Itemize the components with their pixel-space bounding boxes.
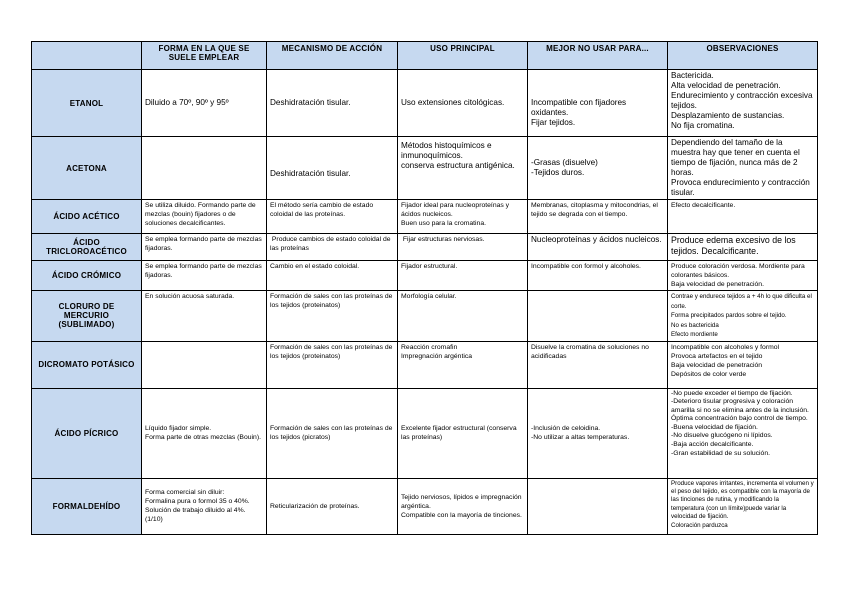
cell-line: Formación de sales con las proteínas de los tejidos (picratos) — [270, 425, 395, 441]
cell-observaciones — [668, 70, 818, 137]
cell-line: Produce vapores irritantes, incrementa el volumen y el peso del tejido, es compatible con la mayoría de las tinciones de rutina, y modificando la temperatura (con un límite)puede variar la velocidad de fijación. — [671, 479, 816, 521]
cell-line: Deshidratación tisular. — [270, 169, 351, 178]
cell-line: Impregnación argéntica — [401, 352, 473, 360]
cell-mecanismo — [267, 341, 398, 388]
cell-line: Se emplea formando parte de mezclas fijadoras. — [145, 236, 264, 252]
cell-line: -Tejidos duros. — [531, 168, 585, 177]
cell-no-usar — [528, 291, 668, 342]
cell-line: -Deterioro tisular progresiva y coloración amarilla si no se elimina antes de la inclusión. — [671, 398, 809, 414]
cell-line: Formación de sales con las proteínas de los tejidos (proteinatos) — [270, 343, 395, 360]
cell-line: Produce edema excesivo de los tejidos. Decalcificante. — [671, 235, 799, 256]
cell-line: Desplazamiento de sustancias. — [671, 111, 785, 120]
cell-line: Fijador ideal para nucleoproteínas y ácidos nucleicos. — [401, 202, 511, 218]
cell-observaciones — [668, 291, 818, 342]
cell-mecanismo — [267, 200, 398, 234]
row-name: CLORURO DE MERCURIO (SUBLIMADO) — [32, 291, 142, 342]
cell-line: Reticularización de proteínas. — [270, 502, 360, 510]
fixatives-table — [31, 41, 818, 535]
cell-forma — [142, 341, 267, 388]
cell-line: conserva estructura antigénica. — [401, 161, 515, 170]
cell-no-usar — [528, 70, 668, 137]
cell-uso — [398, 70, 528, 137]
cell-line: Membranas, citoplasma y mitocondrias, el tejido se degrada con el tiempo. — [531, 202, 660, 218]
cell-uso — [398, 388, 528, 478]
cell-line: Formación de sales con las proteínas de los tejidos (proteinatos) — [270, 293, 395, 309]
cell-uso — [398, 234, 528, 261]
cell-line: Incompatible con formol y alcoholes. — [531, 263, 641, 270]
cell-observaciones — [668, 388, 818, 478]
row-name: FORMALDEHÍDO — [32, 478, 142, 534]
cell-line: Provoca endurecimiento y contracción tisular. — [671, 178, 813, 197]
cell-line: Óptima concentración bajo control de tiempo. — [671, 415, 808, 423]
cell-line: Efecto decalcificante. — [671, 202, 736, 209]
cell-line: Incompatible con alcoholes y formol — [671, 343, 780, 351]
table-row — [32, 261, 818, 291]
cell-line: Métodos histoquímicos e inmunoquímicos. — [401, 141, 494, 160]
table-row — [32, 137, 818, 200]
cell-line: Efecto mordiente — [671, 331, 718, 338]
cell-line: Compatible con la mayoría de tinciones. — [401, 511, 522, 519]
cell-line: Se utiliza diluido. Formando parte de mezclas (bouin) fijadores o de soluciones decalcificantes. — [145, 202, 258, 227]
row-name: ACETONA — [32, 137, 142, 200]
table-row — [32, 234, 818, 261]
cell-line: Formalina pura o formol 35 o 40%. — [145, 498, 250, 505]
header-mecanismo: MECANISMO DE ACCIÓN — [267, 42, 398, 70]
cell-line: -Grasas (disuelve) — [531, 158, 598, 167]
cell-line: Excelente fijador estructural (conserva las proteínas) — [401, 425, 519, 441]
cell-line: Reacción cromafin — [401, 343, 458, 351]
cell-observaciones — [668, 137, 818, 200]
cell-line: Coloración parduzca — [671, 521, 728, 529]
cell-line: Fijar tejidos. — [531, 118, 576, 127]
cell-line: Forma parte de otras mezclas (Bouin). — [145, 434, 261, 441]
cell-line: Alta velocidad de penetración. — [671, 81, 781, 90]
cell-line: Líquido fijador simple. — [145, 425, 212, 432]
cell-mecanismo — [267, 478, 398, 534]
cell-forma — [142, 261, 267, 291]
cell-line: Bactericida. — [671, 71, 714, 80]
table-row — [32, 291, 818, 342]
cell-forma — [142, 137, 267, 200]
table-row — [32, 388, 818, 478]
cell-line: Cambio en el estado coloidal. — [270, 263, 360, 270]
header-row — [32, 42, 818, 70]
cell-mecanismo — [267, 234, 398, 261]
cell-line: Endurecimiento y contracción excesiva tejidos. — [671, 91, 815, 110]
header-uso: USO PRINCIPAL — [398, 42, 528, 70]
cell-line: El método sería cambio de estado coloidal de las proteínas. — [270, 202, 376, 218]
cell-line: En solución acuosa saturada. — [145, 293, 235, 300]
cell-mecanismo — [267, 70, 398, 137]
cell-line: Provoca artefactos en el tejido — [671, 352, 763, 360]
cell-forma — [142, 291, 267, 342]
header-no-usar: MEJOR NO USAR PARA... — [528, 42, 668, 70]
cell-line: Fijar estructuras nerviosas. — [401, 236, 485, 243]
cell-forma — [142, 388, 267, 478]
cell-line: -Gran estabilidad de su solución. — [671, 449, 770, 457]
cell-no-usar — [528, 234, 668, 261]
cell-mecanismo — [267, 137, 398, 200]
cell-no-usar — [528, 388, 668, 478]
cell-line: Depósitos de color verde — [671, 370, 747, 378]
cell-line: Se emplea formando parte de mezclas fijadoras. — [145, 263, 264, 279]
cell-uso — [398, 261, 528, 291]
table-row — [32, 200, 818, 234]
cell-observaciones — [668, 478, 818, 534]
header-observaciones: OBSERVACIONES — [668, 42, 818, 70]
cell-no-usar — [528, 478, 668, 534]
cell-mecanismo — [267, 291, 398, 342]
cell-line: Fijador estructural. — [401, 263, 458, 270]
table-row — [32, 478, 818, 534]
cell-line: Baja velocidad de penetración. — [671, 281, 764, 288]
cell-line: -Inclusión de celoidina. — [531, 425, 601, 432]
cell-line: Tejido nerviosos, lípidos e impregnación argéntica. — [401, 493, 524, 510]
row-name: ÁCIDO CRÓMICO — [32, 261, 142, 291]
cell-line: No es bactericida — [671, 321, 719, 329]
row-name: DICROMATO POTÁSICO — [32, 341, 142, 388]
cell-line: Uso extensiones citológicas. — [401, 98, 505, 107]
cell-mecanismo — [267, 388, 398, 478]
cell-line: -No puede exceder el tiempo de fijación. — [671, 389, 793, 397]
cell-line: Buen uso para la cromatina. — [401, 220, 487, 227]
cell-no-usar — [528, 261, 668, 291]
row-name: ÁCIDO PÍCRICO — [32, 388, 142, 478]
cell-line: -Baja acción decalcificante. — [671, 441, 754, 449]
cell-observaciones — [668, 234, 818, 261]
cell-line: Disuelve la cromatina de soluciones no acidificadas — [531, 343, 651, 360]
row-name: ÁCIDO TRICLOROACÉTICO — [32, 234, 142, 261]
cell-line: Baja velocidad de penetración — [671, 361, 763, 369]
header-forma: FORMA EN LA QUE SE SUELE EMPLEAR — [142, 42, 267, 70]
cell-uso — [398, 291, 528, 342]
cell-line: No fija cromatina. — [671, 121, 735, 130]
cell-line: -No utilizar a altas temperaturas. — [531, 434, 630, 441]
cell-uso — [398, 478, 528, 534]
cell-forma — [142, 478, 267, 534]
cell-observaciones — [668, 341, 818, 388]
row-name: ÁCIDO ACÉTICO — [32, 200, 142, 234]
cell-observaciones — [668, 261, 818, 291]
cell-line: Dependiendo del tamaño de la muestra hay que tener en cuenta el tiempo de fijación, nunca más de 2 horas. — [671, 138, 803, 177]
cell-line: Deshidratación tisular. — [270, 98, 351, 107]
cell-line: -No disuelve glucógeno ni lípidos. — [671, 432, 773, 440]
cell-line: Incompatible con fijadores oxidantes. — [531, 98, 629, 117]
table-row — [32, 70, 818, 137]
cell-line: Produce cambios de estado coloidal de las proteínas — [270, 236, 393, 252]
cell-line: Morfología celular. — [401, 293, 457, 300]
cell-line: Forma comercial sin diluir: — [145, 489, 225, 496]
cell-line: Nucleoproteínas y ácidos nucleicos. — [531, 235, 662, 244]
cell-no-usar — [528, 341, 668, 388]
cell-uso — [398, 200, 528, 234]
cell-line: Solución de trabajo diluido al 4%. (1/10) — [145, 507, 248, 523]
table-row — [32, 341, 818, 388]
cell-uso — [398, 341, 528, 388]
cell-line: Diluido a 70º, 90º y 95º — [145, 98, 229, 107]
cell-forma — [142, 70, 267, 137]
cell-line: -Buena velocidad de fijación. — [671, 423, 758, 431]
cell-line: Produce coloración verdosa. Mordiente para colorantes básicos. — [671, 263, 807, 279]
cell-forma — [142, 234, 267, 261]
row-name: ETANOL — [32, 70, 142, 137]
header-empty — [32, 42, 142, 70]
cell-line: Forma precipitados pardos sobre el tejido. — [671, 312, 787, 319]
cell-no-usar — [528, 200, 668, 234]
cell-line: Contrae y endurece tejidos a + 4h lo que dificulta el corte. — [671, 293, 814, 310]
cell-forma — [142, 200, 267, 234]
cell-observaciones — [668, 200, 818, 234]
cell-uso — [398, 137, 528, 200]
cell-mecanismo — [267, 261, 398, 291]
cell-no-usar — [528, 137, 668, 200]
